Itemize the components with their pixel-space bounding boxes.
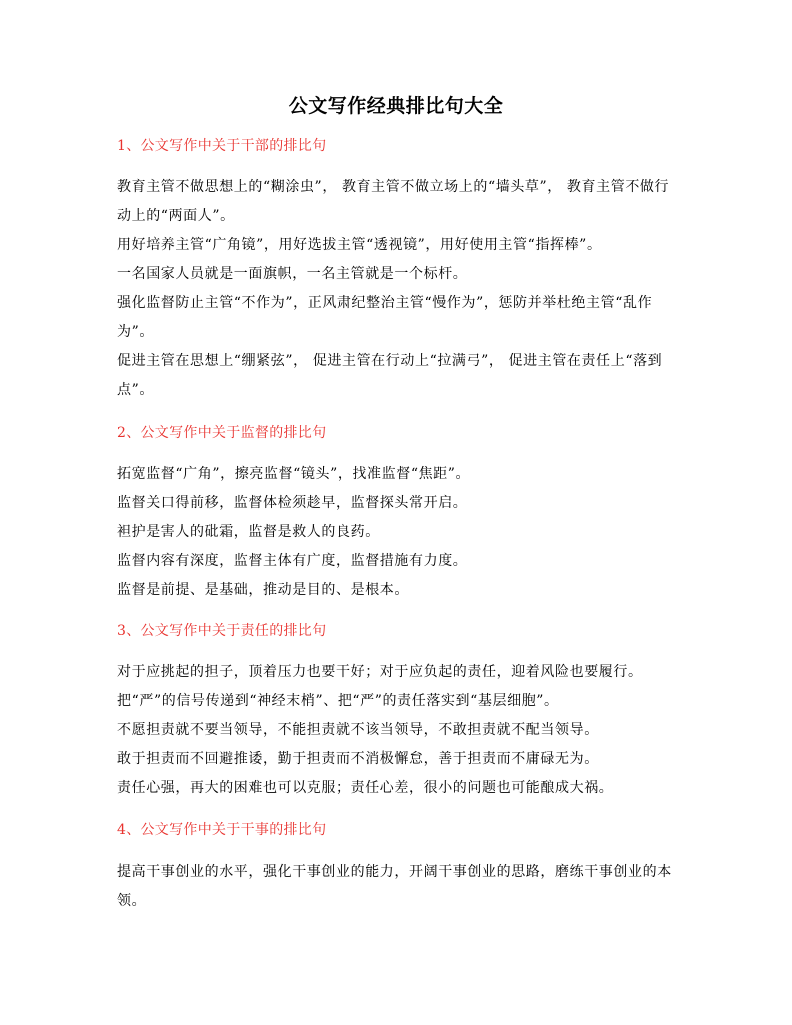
paragraph: 强化监督防止主管“不作为”，正风肃纪整治主管“慢作为”，惩防并举杜绝主管“乱作为”。: [117, 295, 653, 340]
paragraph: 用好培养主管“广角镜”，用好选拔主管“透视镜”，用好使用主管“指挥棒”。: [117, 237, 602, 253]
paragraph: 拓宽监督“广角”，擦亮监督“镜头”，找准监督“焦距”。: [117, 466, 471, 482]
paragraph: 袒护是害人的砒霜，监督是救人的良药。: [117, 524, 380, 540]
paragraph: 敢于担责而不回避推诿，勤于担责而不消极懈怠，善于担责而不庸碌无为。: [117, 751, 599, 767]
page-title: 公文写作经典排比句大全: [288, 95, 504, 117]
paragraph: 监督内容有深度，监督主体有广度，监督措施有力度。: [117, 553, 468, 569]
paragraph: 一名国家人员就是一面旗帜，一名主管就是一个标杆。: [117, 266, 468, 282]
paragraph: 不愿担责就不要当领导，不能担责就不该当领导，不敢担责就不配当领导。: [117, 722, 599, 738]
section-body-cadres: [117, 173, 677, 405]
section-body-supervision: [117, 460, 677, 605]
paragraph: 把“严”的信号传递到“神经末梢”、把“严”的责任落实到“基层细胞”。: [117, 693, 559, 709]
paragraph: 对于应挑起的担子，顶着压力也要干好；对于应负起的责任，迎着风险也要履行。: [117, 664, 643, 680]
section-body-responsibility: [117, 658, 677, 803]
section-heading-responsibility: 3、公文写作中关于责任的排比句: [117, 623, 327, 639]
paragraph: 教育主管不做思想上的“糊涂虫”， 教育主管不做立场上的“墙头草”， 教育主管不做行动上的“两面人”。: [117, 179, 670, 224]
section-heading-doing-work: 4、公文写作中关于干事的排比句: [117, 822, 327, 838]
section-heading-cadres: 1、公文写作中关于干部的排比句: [117, 138, 327, 154]
paragraph: 责任心强，再大的困难也可以克服；责任心差，很小的问题也可能酿成大祸。: [117, 780, 614, 796]
paragraph: 提高干事创业的水平，强化干事创业的能力，开阔干事创业的思路，磨练干事创业的本领。: [117, 864, 672, 909]
paragraph: 监督是前提、是基础，推动是目的、是根本。: [117, 582, 409, 598]
paragraph: 促进主管在思想上“绷紧弦”， 促进主管在行动上“拉满弓”， 促进主管在责任上“落到点”。: [117, 353, 663, 398]
section-body-doing-work: [117, 858, 677, 916]
section-heading-supervision: 2、公文写作中关于监督的排比句: [117, 425, 327, 441]
paragraph: 监督关口得前移，监督体检须趁早，监督探头常开启。: [117, 495, 468, 511]
